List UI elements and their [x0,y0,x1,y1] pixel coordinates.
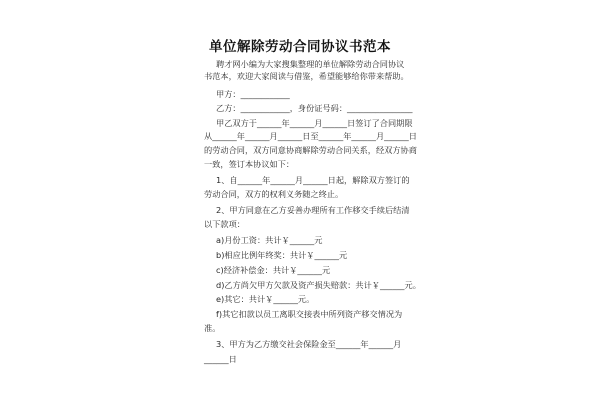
item-e: e)其它：共计￥______元。 [216,294,315,304]
party-b-line: 乙方：____________，身份证号码：________________ [216,103,413,113]
item-d: d)乙方尚欠甲方欠款及资产损失赔款：共计￥______元。 [216,280,421,290]
clause-1-line-2: 劳动合同，双方的权利义务随之终止。 [204,189,344,199]
item-c: c)经济补偿金：共计￥______元 [216,265,331,275]
party-a-line: 甲方：____________ [216,89,290,99]
clause-1-line-1: 1、自______年______月______日起，解除双方签订的 [216,175,410,185]
clause-2-line-2: 以下款项： [204,219,245,229]
clause-3-line-2: ______日 [204,354,237,364]
body-line-4: 一致，签订本协议如下： [204,159,295,169]
clause-3-line-1: 3、甲方为乙方缴交社会保险金至______年______月 [216,339,402,349]
intro-line-2: 书范本，欢迎大家阅读与借鉴，希望能够给你带来帮助。 [204,71,409,81]
body-line-1: 甲乙双方于______年______月______日签订了合同期限 [216,118,413,128]
item-b: b)相应比例年终奖：共计￥______元 [216,250,348,260]
item-a: a)月份工资：共计￥______元 [216,235,323,245]
body-line-3: 的劳动合同，双方同意协商解除劳动合同关系，经双方协商 [204,145,417,155]
document-title: 单位解除劳动合同协议书范本 [209,39,391,55]
body-line-2: 从______年______月______日至______年______月______日 [204,131,417,141]
clause-2-line-1: 2、甲方同意在乙方妥善办理所有工作移交手续后结清 [216,205,410,215]
intro-line-1: 聘才网小编为大家搜集整理的单位解除劳动合同协议 [216,59,405,69]
item-f-line-1: f)其它扣款以员工离职交接表中所列资产移交情况为 [216,309,403,319]
item-f-line-2: 准。 [204,323,221,333]
